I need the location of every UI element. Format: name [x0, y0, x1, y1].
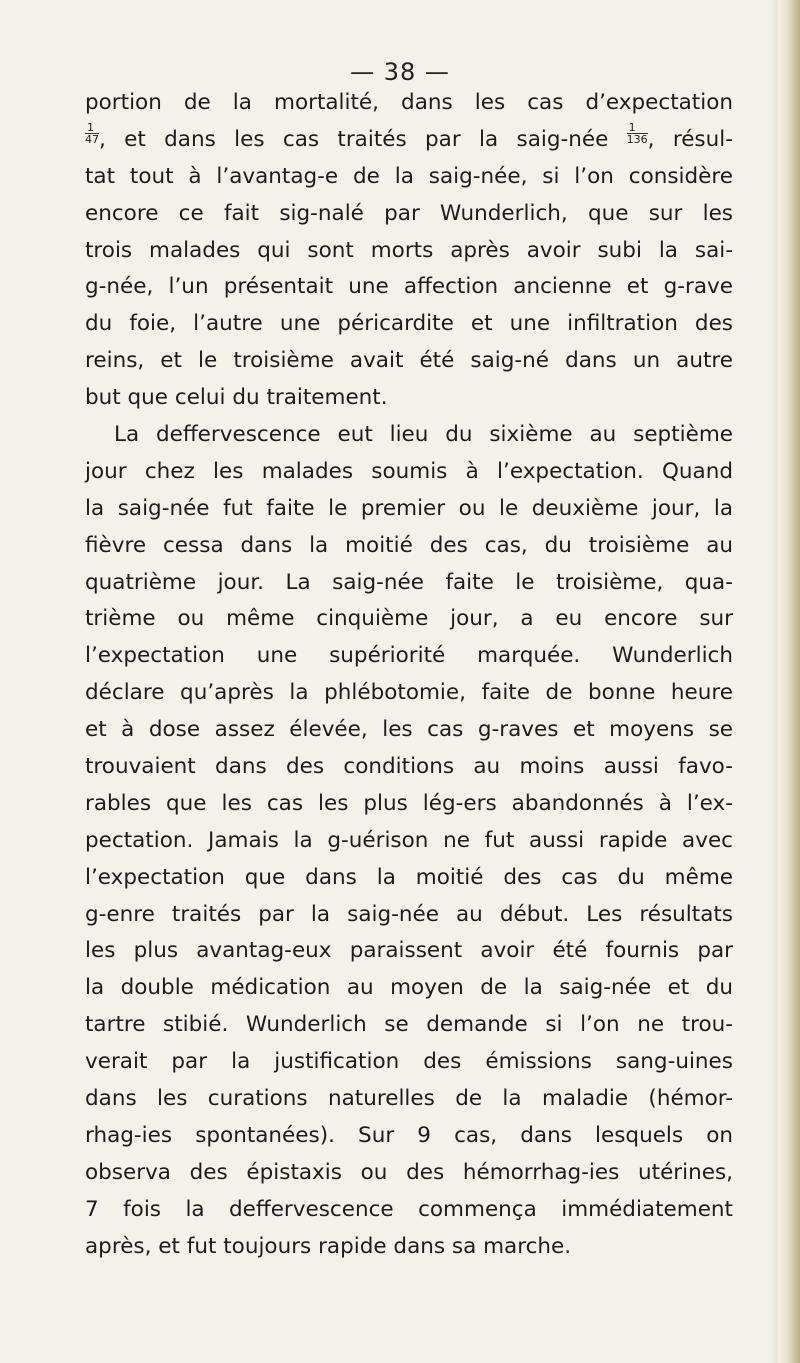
text-line: trième ou même cinquième jour, a eu encore sur: [85, 606, 733, 632]
text-line: rhag‑ies spontanées). Sur 9 cas, dans lesquels on: [85, 1122, 733, 1148]
text-line: l’expectation que dans la moitié des cas du même: [85, 864, 733, 890]
fraction-numerator: 1: [627, 122, 648, 134]
text-line: but que celui du traitement.: [85, 385, 388, 411]
paragraph: [85, 85, 733, 417]
paragraph: [85, 417, 733, 1265]
text-line: du foie, l’autre une péricardite et une infiltration des: [85, 311, 733, 337]
fraction: [85, 122, 99, 145]
text-line: après, et fut toujours rapide dans sa marche.: [85, 1233, 572, 1259]
page-binding-edge: [778, 0, 800, 1363]
fraction-numerator: 1: [85, 122, 99, 134]
text-line: pectation. Jamais la g‑uérison ne fut aussi rapide avec: [85, 827, 733, 853]
text-line: portion de la mortalité, dans les cas d’expectation: [85, 90, 733, 115]
fraction: [627, 122, 648, 145]
text-line: rables que les cas les plus lég‑ers abandonnés à l’ex-: [85, 790, 733, 816]
text-line: g‑enre traités par la saig‑née au début. Les résultats: [85, 901, 733, 927]
text-line: [85, 122, 733, 159]
text-line: 7 fois la deffervescence commença immédiatement: [85, 1196, 733, 1222]
body-text: [85, 85, 733, 1266]
text-line: dans les curations naturelles de la maladie (hémor-: [85, 1086, 733, 1112]
page-number: — 38 —: [350, 58, 450, 86]
text-line: quatrième jour. La saig‑née faite le troisième, qua-: [85, 569, 733, 595]
text-line: la double médication au moyen de la saig‑née et du: [85, 975, 733, 1001]
text-fragment: , résul-: [647, 126, 733, 152]
text-line: déclare qu’après la phlébotomie, faite de bonne heure: [85, 680, 733, 706]
page-binding-shadow: [770, 0, 778, 1363]
text-fragment: , et dans les cas traités par la saig‑née: [99, 126, 627, 152]
text-line: l’expectation une supériorité marquée. Wunderlich: [85, 643, 733, 669]
text-line: verait par la justification des émissions sang‑uines: [85, 1049, 733, 1075]
text-line: jour chez les malades soumis à l’expectation. Quand: [85, 458, 733, 484]
text-line: tartre stibié. Wunderlich se demande si l’on ne trou-: [85, 1012, 733, 1038]
text-line: La deffervescence eut lieu du sixième au septième: [114, 422, 733, 448]
text-line: encore ce fait sig‑nalé par Wunderlich, que sur les: [85, 200, 733, 226]
text-line: trouvaient dans des conditions au moins aussi favo-: [85, 754, 733, 780]
text-line: les plus avantag‑eux paraissent avoir été fournis par: [85, 938, 733, 964]
text-line: trois malades qui sont morts après avoir subi la sai-: [85, 237, 733, 263]
text-line: fièvre cessa dans la moitié des cas, du troisième au: [85, 532, 733, 558]
text-line: reins, et le troisième avait été saig‑né dans un autre: [85, 348, 733, 374]
fraction-denominator: 47: [85, 132, 99, 146]
text-line: tat tout à l’avantag‑e de la saig‑née, si l’on considère: [85, 163, 733, 189]
text-line: observa des épistaxis ou des hémorrhag‑ies utérines,: [85, 1159, 733, 1185]
text-line: et à dose assez élevée, les cas g‑raves et moyens se: [85, 717, 733, 743]
fraction-denominator: 136: [626, 132, 648, 146]
text-line: la saig‑née fut faite le premier ou le deuxième jour, la: [85, 495, 733, 521]
text-line: g‑née, l’un présentait une affection ancienne et g‑rave: [85, 274, 733, 300]
